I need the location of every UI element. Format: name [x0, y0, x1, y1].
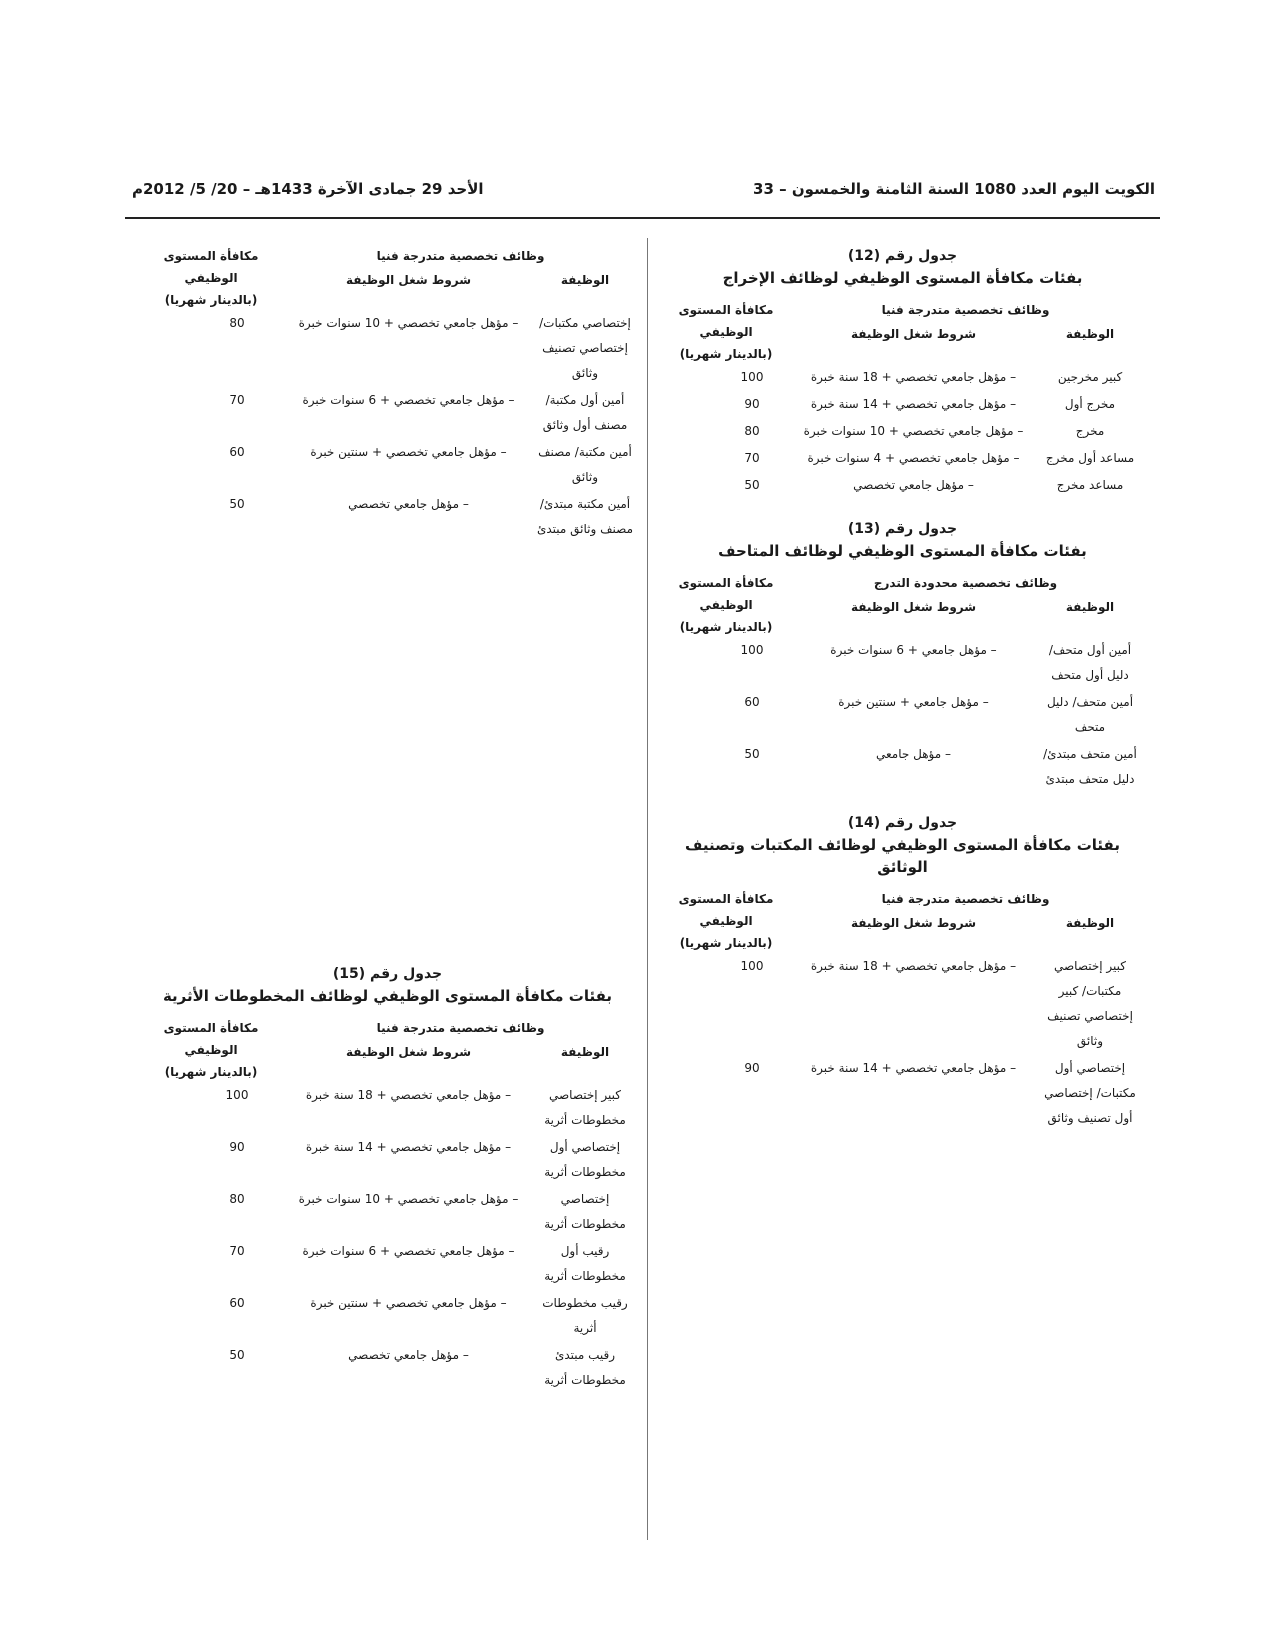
- reward-heading-line: الوظيفي: [699, 598, 753, 612]
- reward-heading-line: مكافأة المستوى: [163, 1021, 259, 1035]
- salary-table: [140, 1017, 635, 1395]
- reward-heading-line: مكافأة المستوى: [163, 249, 259, 263]
- conditions-cell: – مؤهل جامعي تخصصي + 10 سنوات خبرة: [298, 1192, 519, 1206]
- table-12: [665, 245, 1140, 500]
- table-number: جدول رقم (13): [847, 521, 958, 537]
- conditions-cell: – مؤهل جامعي تخصصي + 18 سنة خبرة: [810, 959, 1017, 973]
- table-title: بفئات مكافأة المستوى الوظيفي لوظائف المخطوطات الأثرية: [162, 987, 613, 1005]
- reward-heading-line: مكافأة المستوى: [678, 892, 774, 906]
- reward-heading-line: (بالدينار شهريا): [679, 936, 773, 950]
- conditions-column-heading: شروط شغل الوظيفة: [850, 327, 977, 341]
- job-title-cell: مساعد أول مخرج: [1045, 451, 1135, 465]
- salary-table: [665, 572, 1140, 794]
- conditions-column-heading: شروط شغل الوظيفة: [850, 916, 977, 930]
- conditions-cell: – مؤهل جامعي تخصصي + 10 سنوات خبرة: [298, 316, 519, 330]
- job-column-heading: الوظيفة: [1065, 327, 1115, 341]
- job-title-cell: كبير مخرجين: [1057, 370, 1123, 384]
- job-title-cell: أمين متحف مبتدئ/ دليل متحف مبتدئ: [1043, 747, 1137, 786]
- reward-column-heading: [665, 299, 787, 365]
- reward-amount-cell: 80: [229, 1192, 245, 1206]
- job-title-cell: أمين متحف/ دليل متحف: [1046, 695, 1134, 734]
- job-title-cell: مخرج: [1075, 424, 1105, 438]
- job-group-heading: وظائف تخصصية متدرجة فنيا: [881, 303, 1050, 317]
- left-column: [140, 245, 635, 1413]
- conditions-cell: – مؤهل جامعي تخصصي: [348, 1348, 469, 1362]
- conditions-cell: – مؤهل جامعي تخصصي: [853, 478, 974, 492]
- right-column: [665, 245, 1140, 1151]
- table-14-continued: [140, 245, 635, 945]
- reward-column-heading: [665, 888, 787, 954]
- salary-table: [665, 299, 1140, 500]
- job-group-heading: وظائف تخصصية متدرجة فنيا: [881, 892, 1050, 906]
- table-number: جدول رقم (14): [847, 815, 958, 831]
- reward-heading-line: مكافأة المستوى: [678, 576, 774, 590]
- header-date: الأحد 29 جمادى الآخرة 1433هـ – 20/ 5/ 2012م: [132, 180, 484, 198]
- conditions-cell: – مؤهل جامعي تخصصي + 18 سنة خبرة: [305, 1088, 512, 1102]
- reward-amount-cell: 60: [229, 445, 245, 459]
- table-title: بفئات مكافأة المستوى الوظيفي لوظائف الإخراج: [722, 269, 1083, 287]
- reward-amount-cell: 90: [744, 1061, 760, 1075]
- reward-heading-line: الوظيفي: [184, 1043, 238, 1057]
- conditions-cell: – مؤهل جامعي تخصصي + 6 سنوات خبرة: [302, 1244, 515, 1258]
- job-column-heading: الوظيفة: [1065, 916, 1115, 930]
- conditions-cell: – مؤهل جامعي تخصصي + سنتين خبرة: [310, 445, 507, 459]
- job-title-cell: كبير إختصاصي مخطوطات أثرية: [544, 1088, 626, 1127]
- job-title-cell: أمين أول متحف/ دليل أول متحف: [1048, 643, 1132, 682]
- reward-heading-line: (بالدينار شهريا): [164, 1065, 258, 1079]
- conditions-cell: – مؤهل جامعي تخصصي + 14 سنة خبرة: [810, 397, 1017, 411]
- reward-amount-cell: 70: [744, 451, 760, 465]
- table-title: بفئات مكافأة المستوى الوظيفي لوظائف المتاحف: [718, 542, 1087, 560]
- conditions-cell: – مؤهل جامعي تخصصي + 4 سنوات خبرة: [807, 451, 1020, 465]
- job-title-cell: إختصاصي مكتبات/ إختصاصي تصنيف وثائق: [539, 316, 631, 380]
- job-title-cell: رقيب أول مخطوطات أثرية: [544, 1244, 626, 1283]
- reward-amount-cell: 100: [740, 370, 764, 384]
- reward-heading-line: الوظيفي: [699, 325, 753, 339]
- conditions-cell: – مؤهل جامعي تخصصي + سنتين خبرة: [310, 1296, 507, 1310]
- reward-column-heading: [140, 245, 282, 311]
- reward-amount-cell: 100: [740, 643, 764, 657]
- conditions-cell: – مؤهل جامعي تخصصي + 6 سنوات خبرة: [302, 393, 515, 407]
- job-title-cell: رقيب مبتدئ مخطوطات أثرية: [544, 1348, 626, 1387]
- reward-amount-cell: 80: [229, 316, 245, 330]
- job-title-cell: أمين مكتبة مبتدئ/ مصنف وثائق مبتدئ: [536, 497, 633, 536]
- reward-amount-cell: 90: [744, 397, 760, 411]
- job-title-cell: إختصاصي مخطوطات أثرية: [544, 1192, 626, 1231]
- reward-amount-cell: 70: [229, 393, 245, 407]
- reward-amount-cell: 60: [229, 1296, 245, 1310]
- table-13: [665, 518, 1140, 794]
- reward-heading-line: (بالدينار شهريا): [679, 347, 773, 361]
- reward-amount-cell: 100: [225, 1088, 249, 1102]
- salary-table: [665, 888, 1140, 1133]
- conditions-cell: – مؤهل جامعي: [876, 747, 951, 761]
- conditions-cell: – مؤهل جامعي تخصصي: [348, 497, 469, 511]
- header-issue-info: الكويت اليوم العدد 1080 السنة الثامنة والخمسون – 33: [753, 180, 1155, 198]
- conditions-column-heading: شروط شغل الوظيفة: [850, 600, 977, 614]
- reward-amount-cell: 50: [229, 497, 245, 511]
- job-title-cell: كبير إختصاصي مكتبات/ كبير إختصاصي تصنيف وثائق: [1047, 959, 1133, 1048]
- reward-amount-cell: 50: [744, 747, 760, 761]
- reward-amount-cell: 90: [229, 1140, 245, 1154]
- conditions-cell: – مؤهل جامعي تخصصي + 10 سنوات خبرة: [803, 424, 1024, 438]
- reward-amount-cell: 100: [740, 959, 764, 973]
- reward-column-heading: [140, 1017, 282, 1083]
- job-group-heading: وظائف تخصصية متدرجة فنيا: [376, 249, 545, 263]
- job-title-cell: أمين أول مكتبة/ مصنف أول وثائق: [542, 393, 628, 432]
- conditions-cell: – مؤهل جامعي تخصصي + 18 سنة خبرة: [810, 370, 1017, 384]
- job-title-cell: مساعد مخرج: [1056, 478, 1124, 492]
- table-title: بفئات مكافأة المستوى الوظيفي لوظائف المكتبات وتصنيف الوثائق: [685, 836, 1120, 876]
- table-number: جدول رقم (12): [847, 248, 958, 264]
- reward-column-heading: [665, 572, 787, 638]
- job-title-cell: مخرج أول: [1064, 397, 1116, 411]
- job-title-cell: رقيب مخطوطات أثرية: [542, 1296, 628, 1335]
- header-rule: [125, 217, 1160, 219]
- table-number: جدول رقم (15): [332, 966, 443, 982]
- salary-table: [140, 245, 635, 544]
- reward-amount-cell: 60: [744, 695, 760, 709]
- job-group-heading: وظائف تخصصية محدودة التدرج: [873, 576, 1058, 590]
- job-column-heading: الوظيفة: [1065, 600, 1115, 614]
- reward-heading-line: مكافأة المستوى: [678, 303, 774, 317]
- reward-amount-cell: 80: [744, 424, 760, 438]
- reward-amount-cell: 50: [229, 1348, 245, 1362]
- column-separator: [647, 238, 648, 1540]
- reward-heading-line: (بالدينار شهريا): [164, 293, 258, 307]
- job-column-heading: الوظيفة: [560, 1045, 610, 1059]
- reward-amount-cell: 70: [229, 1244, 245, 1258]
- conditions-cell: – مؤهل جامعي تخصصي + 14 سنة خبرة: [305, 1140, 512, 1154]
- conditions-cell: – مؤهل جامعي تخصصي + 14 سنة خبرة: [810, 1061, 1017, 1075]
- job-group-heading: وظائف تخصصية متدرجة فنيا: [376, 1021, 545, 1035]
- conditions-cell: – مؤهل جامعي + 6 سنوات خبرة: [830, 643, 997, 657]
- job-title-cell: إختصاصي أول مكتبات/ إختصاصي أول تصنيف وثائق: [1044, 1061, 1136, 1125]
- job-title-cell: أمين مكتبة/ مصنف وثائق: [538, 445, 632, 484]
- conditions-cell: – مؤهل جامعي + سنتين خبرة: [838, 695, 989, 709]
- reward-heading-line: الوظيفي: [184, 271, 238, 285]
- conditions-column-heading: شروط شغل الوظيفة: [345, 1045, 472, 1059]
- table-14: [665, 812, 1140, 1133]
- job-title-cell: إختصاصي أول مخطوطات أثرية: [544, 1140, 626, 1179]
- job-column-heading: الوظيفة: [560, 273, 610, 287]
- reward-heading-line: (بالدينار شهريا): [679, 620, 773, 634]
- table-15: [140, 963, 635, 1395]
- reward-heading-line: الوظيفي: [699, 914, 753, 928]
- reward-amount-cell: 50: [744, 478, 760, 492]
- conditions-column-heading: شروط شغل الوظيفة: [345, 273, 472, 287]
